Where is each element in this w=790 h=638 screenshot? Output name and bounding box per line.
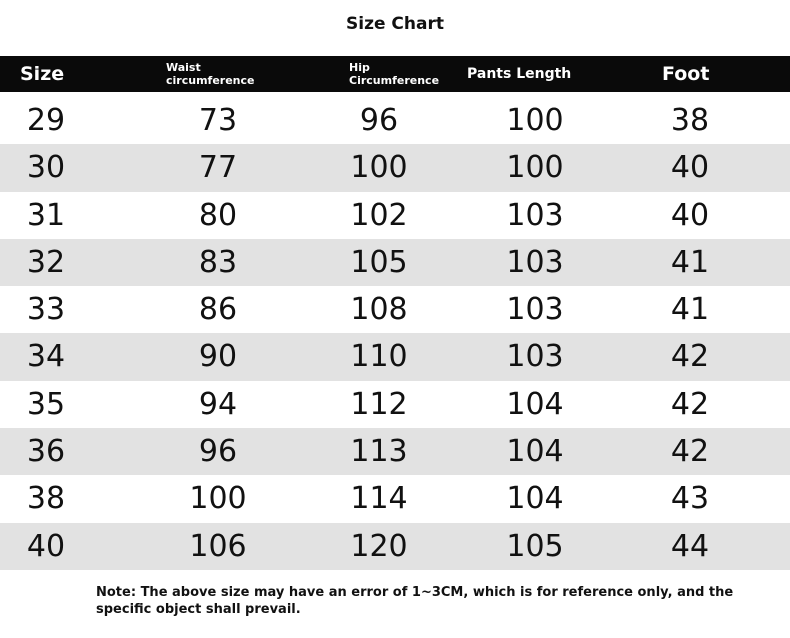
cell-pants-length: 104	[506, 481, 564, 517]
header-waist-line1: Waist	[166, 61, 201, 74]
cell-waist: 73	[198, 103, 238, 138]
cell-pants-length: 104	[506, 386, 564, 422]
cell-foot: 40	[670, 150, 710, 186]
cell-pants-length: 104	[506, 434, 564, 470]
cell-foot: 44	[670, 528, 710, 564]
cell-hip: 112	[350, 386, 408, 422]
cell-pants-length: 103	[506, 244, 564, 280]
cell-hip: 102	[350, 197, 408, 233]
cell-pants-length: 105	[506, 528, 564, 564]
cell-size: 30	[26, 150, 66, 186]
cell-foot: 43	[670, 481, 710, 517]
cell-hip: 96	[359, 103, 399, 138]
table-header	[0, 56, 790, 92]
cell-foot: 41	[670, 292, 710, 328]
header-hip	[349, 56, 439, 92]
table-row	[0, 523, 790, 570]
cell-pants-length: 100	[506, 150, 564, 186]
header-waist-line2: circumference	[166, 74, 255, 87]
header-hip-line2: Circumference	[349, 74, 440, 87]
cell-size: 33	[26, 292, 66, 328]
cell-size: 36	[26, 434, 66, 470]
cell-waist: 100	[189, 481, 247, 517]
cell-waist: 83	[198, 244, 238, 280]
cell-hip: 120	[350, 528, 408, 564]
cell-pants-length: 100	[506, 103, 564, 138]
cell-size: 40	[26, 528, 66, 564]
table-row	[0, 192, 790, 239]
header-foot: Foot	[662, 63, 710, 85]
header-size: Size	[20, 63, 65, 85]
table-row	[0, 475, 790, 522]
cell-waist: 90	[198, 339, 238, 375]
table-row	[0, 286, 790, 333]
cell-waist: 86	[198, 292, 238, 328]
cell-foot: 38	[670, 103, 710, 138]
cell-size: 35	[26, 386, 66, 422]
cell-hip: 105	[350, 244, 408, 280]
cell-size: 34	[26, 339, 66, 375]
cell-hip: 114	[350, 481, 408, 517]
header-waist	[166, 56, 254, 92]
cell-size: 32	[26, 244, 66, 280]
cell-pants-length: 103	[506, 339, 564, 375]
cell-pants-length: 103	[506, 197, 564, 233]
cell-waist: 96	[198, 434, 238, 470]
cell-foot: 42	[670, 386, 710, 422]
size-note: Note: The above size may have an error of 1~3CM, which is for reference only, and the specific object shall prevail.	[96, 585, 734, 617]
cell-size: 31	[26, 197, 66, 233]
table-row	[0, 381, 790, 428]
cell-waist: 80	[198, 197, 238, 233]
table-row	[0, 428, 790, 475]
cell-foot: 42	[670, 339, 710, 375]
cell-hip: 100	[350, 150, 408, 186]
header-hip-line1: Hip	[349, 61, 370, 74]
header-pants-length: Pants Length	[467, 66, 572, 82]
cell-waist: 106	[189, 528, 247, 564]
cell-waist: 77	[198, 150, 238, 186]
cell-hip: 110	[350, 339, 408, 375]
table-row	[0, 333, 790, 380]
cell-waist: 94	[198, 386, 238, 422]
cell-size: 38	[26, 481, 66, 517]
cell-hip: 108	[350, 292, 408, 328]
table-row	[0, 144, 790, 191]
cell-foot: 41	[670, 244, 710, 280]
chart-title: Size Chart	[346, 14, 444, 34]
table-row	[0, 97, 790, 144]
table-row	[0, 239, 790, 286]
cell-foot: 40	[670, 197, 710, 233]
table-body	[0, 97, 790, 570]
cell-hip: 113	[350, 434, 408, 470]
cell-size: 29	[26, 103, 66, 138]
cell-foot: 42	[670, 434, 710, 470]
cell-pants-length: 103	[506, 292, 564, 328]
